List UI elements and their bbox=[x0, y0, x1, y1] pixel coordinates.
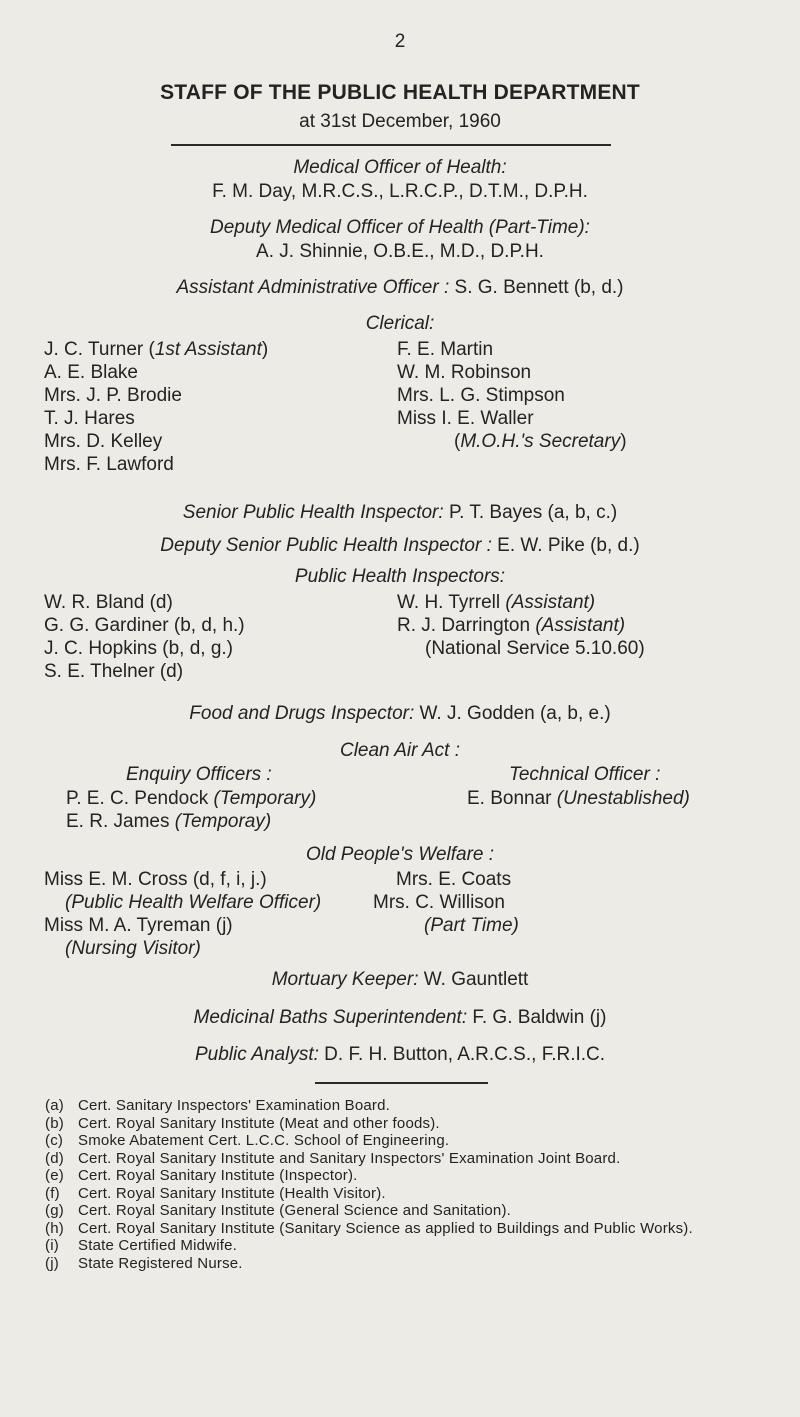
clerical-staff: J. C. Turner (1st Assistant) bbox=[44, 339, 269, 360]
admin-officer-line bbox=[0, 277, 800, 299]
clerical-staff: W. M. Robinson bbox=[397, 362, 532, 383]
welfare-heading: Old People's Welfare : bbox=[305, 844, 495, 865]
welfare-staff: Miss M. A. Tyreman (j) bbox=[44, 915, 233, 936]
footnote: (e) Cert. Royal Sanitary Institute (Inspector). bbox=[45, 1167, 358, 1184]
deputy-senior-phi-name: E. W. Pike (b, d.) bbox=[497, 535, 640, 556]
deputy-moh-role: Deputy Medical Officer of Health (Part-Time): bbox=[210, 217, 590, 238]
food-inspector-name: W. J. Godden (a, b, e.) bbox=[419, 703, 611, 724]
footnote: (b) Cert. Royal Sanitary Institute (Meat and other foods). bbox=[45, 1114, 440, 1132]
moh-role: Medical Officer of Health: bbox=[293, 157, 507, 178]
baths-line bbox=[0, 1007, 800, 1029]
title-divider bbox=[171, 144, 611, 146]
footnote: (d) Cert. Royal Sanitary Institute and Sanitary Inspectors' Examination Joint Board. bbox=[45, 1149, 621, 1167]
admin-role: Assistant Administrative Officer : bbox=[176, 277, 450, 298]
phi-left-list bbox=[44, 591, 245, 683]
welfare-staff-note: (Nursing Visitor) bbox=[65, 938, 201, 959]
mortuary-name: W. Gauntlett bbox=[423, 969, 529, 990]
clerical-staff: Mrs. D. Kelley bbox=[44, 431, 163, 452]
welfare-staff-note: (Part Time) bbox=[424, 915, 519, 936]
analyst-role: Public Analyst: bbox=[194, 1044, 319, 1065]
footnote: (g) Cert. Royal Sanitary Institute (General Science and Sanitation). bbox=[45, 1202, 512, 1219]
technical-officer-list bbox=[467, 787, 690, 810]
welfare-staff: Mrs. E. Coats bbox=[396, 869, 512, 890]
page-subtitle: at 31st December, 1960 bbox=[299, 111, 501, 132]
footnote: (j) State Registered Nurse. bbox=[45, 1254, 243, 1272]
clerical-staff: Mrs. J. P. Brodie bbox=[44, 385, 182, 406]
clerical-staff: T. J. Hares bbox=[44, 408, 135, 429]
deputy-senior-phi-line bbox=[0, 535, 800, 557]
footnote: (c) Smoke Abatement Cert. L.C.C. School of Engineering. bbox=[45, 1132, 450, 1149]
inspector: J. C. Hopkins (b, d, g.) bbox=[44, 638, 234, 659]
admin-name: S. G. Bennett (b, d.) bbox=[454, 277, 624, 298]
welfare-right-list bbox=[370, 868, 519, 937]
senior-phi-name: P. T. Bayes (a, b, c.) bbox=[448, 502, 618, 523]
clerical-staff: Miss I. E. Waller bbox=[397, 408, 534, 429]
clerical-right-list bbox=[397, 338, 627, 453]
enquiry-officers-list bbox=[66, 787, 316, 833]
food-inspector-role: Food and Drugs Inspector: bbox=[189, 703, 415, 724]
welfare-left-list bbox=[44, 868, 321, 960]
technical-officer: E. Bonnar (Unestablished) bbox=[467, 788, 690, 809]
enquiry-officers-heading: Enquiry Officers : bbox=[126, 764, 272, 785]
enquiry-officer: E. R. James (Temporay) bbox=[66, 811, 272, 832]
enquiry-officer: P. E. C. Pendock (Temporary) bbox=[66, 788, 317, 809]
welfare-staff-note: (Public Health Welfare Officer) bbox=[65, 892, 322, 913]
clerical-staff: A. E. Blake bbox=[44, 362, 138, 383]
clerical-staff: F. E. Martin bbox=[397, 339, 494, 360]
clerical-staff: (M.O.H.'s Secretary) bbox=[454, 431, 627, 452]
mortuary-role: Mortuary Keeper: bbox=[271, 969, 419, 990]
notes-divider bbox=[315, 1082, 488, 1084]
deputy-senior-phi-role: Deputy Senior Public Health Inspector : bbox=[160, 535, 492, 556]
footnote: (i) State Certified Midwife. bbox=[45, 1237, 238, 1254]
clerical-heading: Clerical: bbox=[365, 313, 435, 334]
deputy-moh-name: A. J. Shinnie, O.B.E., M.D., D.P.H. bbox=[256, 241, 544, 262]
food-inspector-line bbox=[0, 703, 800, 725]
welfare-staff: Mrs. C. Willison bbox=[373, 892, 505, 913]
clerical-staff: Mrs. L. G. Stimpson bbox=[397, 385, 565, 406]
phi-heading: Public Health Inspectors: bbox=[294, 566, 506, 587]
inspector: R. J. Darrington (Assistant) bbox=[397, 615, 626, 636]
inspector: S. E. Thelner (d) bbox=[44, 661, 184, 682]
senior-phi-role: Senior Public Health Inspector: bbox=[182, 502, 444, 523]
inspector: W. R. Bland (d) bbox=[44, 592, 173, 613]
inspector-note: (National Service 5.10.60) bbox=[425, 638, 645, 659]
baths-name: F. G. Baldwin (j) bbox=[472, 1007, 607, 1028]
mortuary-line bbox=[0, 969, 800, 991]
page-title: STAFF OF THE PUBLIC HEALTH DEPARTMENT bbox=[160, 81, 640, 104]
page-number: 2 bbox=[394, 31, 406, 52]
analyst-line bbox=[0, 1044, 800, 1066]
analyst-name: D. F. H. Button, A.R.C.S., F.R.I.C. bbox=[324, 1044, 606, 1065]
technical-officer-heading: Technical Officer : bbox=[509, 764, 661, 785]
footnote: (a) Cert. Sanitary Inspectors' Examination Board. bbox=[45, 1097, 391, 1114]
clean-air-heading: Clean Air Act : bbox=[339, 740, 461, 761]
senior-phi-line bbox=[0, 502, 800, 524]
footnote: (f) Cert. Royal Sanitary Institute (Health Visitor). bbox=[45, 1184, 386, 1202]
phi-right-list bbox=[397, 591, 645, 660]
moh-name: F. M. Day, M.R.C.S., L.R.C.P., D.T.M., D.P.H. bbox=[212, 181, 588, 202]
footnote: (h) Cert. Royal Sanitary Institute (Sanitary Science as applied to Buildings and Public Works). bbox=[45, 1219, 693, 1237]
clerical-left-list bbox=[44, 338, 268, 476]
clerical-staff: Mrs. F. Lawford bbox=[44, 454, 174, 475]
baths-role: Medicinal Baths Superintendent: bbox=[193, 1007, 468, 1028]
welfare-staff: Miss E. M. Cross (d, f, i, j.) bbox=[44, 869, 267, 890]
qualification-notes bbox=[45, 1097, 798, 1272]
inspector: W. H. Tyrrell (Assistant) bbox=[397, 592, 596, 613]
inspector: G. G. Gardiner (b, d, h.) bbox=[44, 615, 245, 636]
